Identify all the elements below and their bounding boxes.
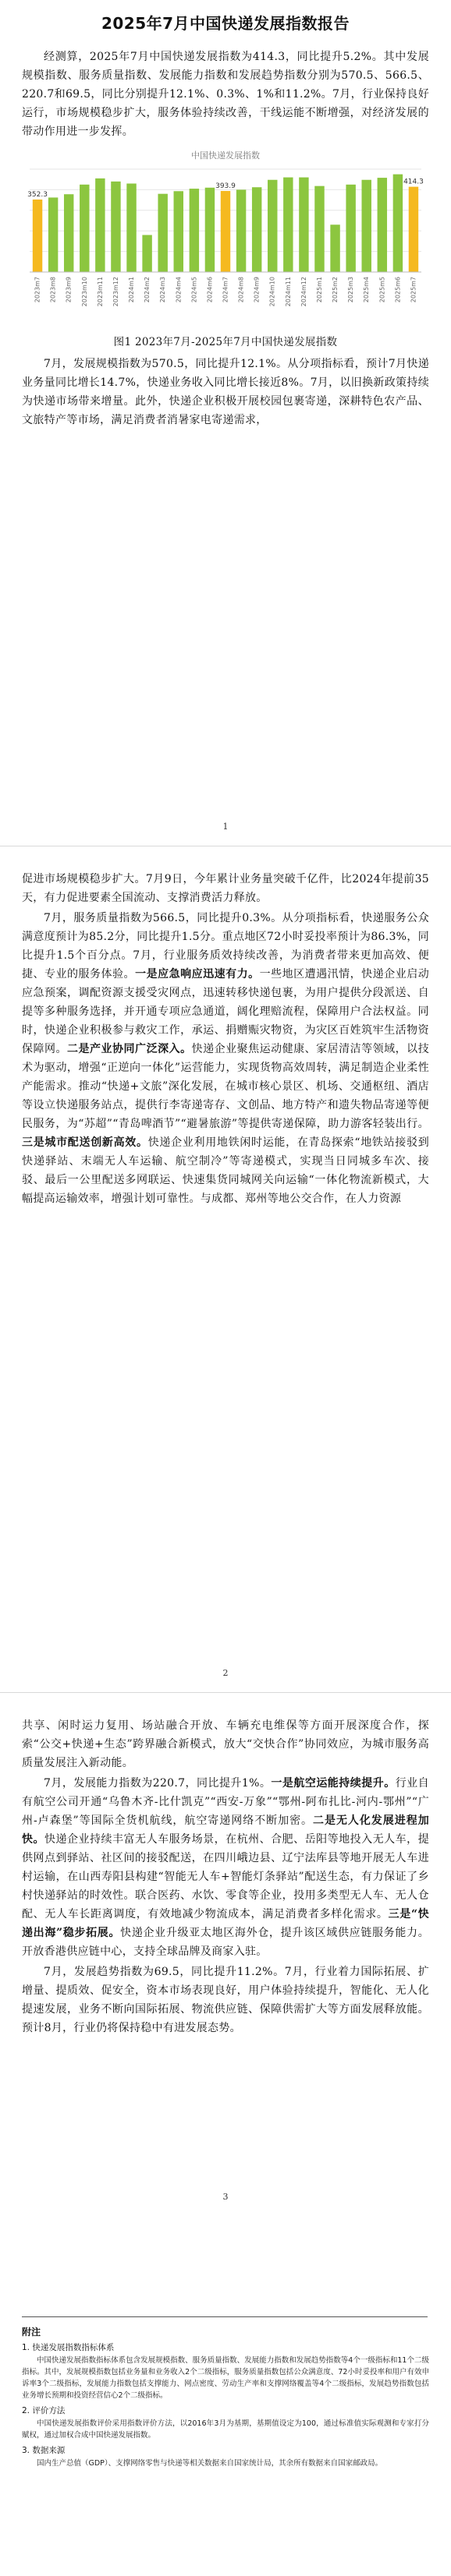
- scale-paragraph: 7月，发展规模指数为570.5，同比提升12.1%。从分项指标看，预计7月快递业务量同比增长14.7%，快递业务收入同比增长接近8%。7月，以旧换新政策持续为快递市场带来增量。此外，快递企业积极开展校园包裹寄递，深耕特色农产品、文旅特产等市场，满足消费者消暑家电寄递需求，: [22, 358, 429, 426]
- x-tick-label: 2025m1: [315, 277, 323, 303]
- x-tick-label: 2025m6: [394, 277, 402, 303]
- text-segment: 快递企业利用地铁闲时运能，在青岛探索“地铁站接驳到快递驿站、末端无人车运输、航空制冷”等寄递模式，实现当日同城多车次、接驳、最后一公里配送多网联运、快速集货同城网关向运输“一体化物流新模式，大幅提高运输效率，增强计划可靠性。与成都、郑州等地公交合作，在人力资源: [22, 1136, 429, 1205]
- x-tick-label: 2025m5: [378, 277, 386, 303]
- x-tick-label: 2024m7: [222, 277, 229, 303]
- data-label: 414.3: [403, 178, 424, 186]
- bar-2024m4: [174, 191, 183, 272]
- highlight-industry: 二是产业协同广泛深入。: [67, 1043, 192, 1055]
- bar-2024m9: [252, 187, 261, 272]
- bar-2024m1: [126, 183, 136, 272]
- bar-2023m9: [64, 194, 73, 272]
- bar-2025m5: [378, 178, 387, 272]
- x-tick-label: 2024m6: [206, 277, 214, 303]
- text-segment: 行业自有航空公司开通“乌鲁木齐-比什凯克”“西安-万象”“鄂州-阿布扎比-河内-鄂州”“广州-卢森堡”等国际全货机航线，航空寄递网络不断加密。: [22, 1777, 429, 1827]
- x-tick-label: 2024m9: [253, 277, 261, 303]
- index-chart: [22, 149, 429, 328]
- report-title: 2025年7月中国快递发展指数报告: [101, 14, 350, 33]
- bar-2023m8: [48, 197, 58, 272]
- bar-2025m4: [362, 180, 371, 272]
- page-number: 2: [222, 1668, 229, 1678]
- highlight-city: 三是城市配送创新高效。: [22, 1136, 148, 1149]
- bar-2024m2: [142, 235, 151, 272]
- x-tick-label: 2023m10: [80, 277, 88, 307]
- x-tick-label: 2025m2: [332, 277, 339, 303]
- x-tick-label: 2023m12: [112, 277, 119, 307]
- page-3: [0, 1692, 451, 2576]
- bar-2023m10: [80, 185, 89, 272]
- x-tick-label: 2024m3: [159, 277, 167, 303]
- chart-title: 中国快递发展指数: [191, 150, 260, 161]
- bar-2025m6: [393, 175, 403, 272]
- capability-paragraph: [22, 1774, 429, 1961]
- text-segment: 7月，服务质量指数为566.5，同比提升0.3%。从分项指标看，快递服务公众满意度预计为85.2分，同比提升1.5分。重点地区72小时妥投率预计为86.3%，同比提升1.5个百分点。7月，行业服务质效持续改善，为消费者带来更加高效、便捷、专业的服务体验。: [22, 912, 429, 981]
- data-label: 352.3: [27, 190, 48, 199]
- data-label: 393.9: [215, 182, 236, 191]
- note-heading: 3. 数据来源: [22, 2446, 66, 2455]
- bar-2023m11: [95, 178, 105, 272]
- bar-2023m12: [111, 182, 120, 272]
- bar-2024m11: [283, 178, 293, 272]
- scale-paragraph-cont: 促进市场规模稳步扩大。7月9日，今年累计业务量突破千亿件，比2024年提前35天，有力促进要素全国流动、支撑消费活力释放。: [22, 873, 429, 904]
- page-number: 3: [222, 2192, 229, 2202]
- x-tick-label: 2024m10: [268, 277, 276, 307]
- bar-2025m1: [314, 186, 324, 272]
- note-heading: 2. 评价方法: [22, 2406, 66, 2415]
- text-segment: 快递企业持续丰富无人车服务场景，在杭州、合肥、岳阳等地投入无人车，提供网点到驿站、社区间的接驳配送，在四川峨边县、辽宁法库县等地开展无人车进村运输，在山西寿阳县构建“智能无人车+智能灯条驿站”配送生态，有力保证了乡村快递驿站的时效性。联合医药、水饮、零食等企业，投用多类型无人车、无人仓配、无人车长距离调度，有效地减少物流成本，满足消费者多样化需求。: [22, 1833, 429, 1921]
- bar-chart-svg: [22, 163, 429, 325]
- note-text: 中国快递发展指数评价采用指数评价方法，以2016年3月为基期，基期值设定为100，通过标准值实际观测和专家打分赋权，通过加权合成中国快递发展指数。: [22, 2419, 429, 2440]
- bar-2025m7: [409, 187, 418, 272]
- text-segment: 一些地区遭遇汛情，快递企业启动应急预案，调配资源支援受灾网点，迅速转移快递包裹，为用户提供分段派送、自提等多种服务选择，并开通专项应急通道，阔化理赔流程，保障用户合法权益。同时，快递企业积极参与救灾工作，承运、捐赠赈灾物资，为灾区百姓筑牢生活物资保障网。: [22, 968, 429, 1055]
- x-tick-label: 2025m3: [347, 277, 355, 303]
- bar-2024m7: [221, 191, 230, 272]
- notes-title: 附注: [22, 2327, 41, 2337]
- x-tick-label: 2024m2: [144, 277, 151, 303]
- note-heading: 1. 快递发展指数指标体系: [22, 2343, 115, 2352]
- bar-2024m6: [205, 188, 215, 272]
- bar-2025m3: [346, 185, 355, 272]
- highlight-emergency: 一是应急响应迅速有力。: [135, 968, 260, 981]
- highlight-unmanned: 二是无人化发展进程加快。: [22, 1815, 430, 1846]
- bar-2024m12: [299, 178, 308, 272]
- bar-2023m7: [33, 200, 42, 272]
- x-tick-label: 2025m7: [410, 276, 417, 303]
- text-segment: 快递企业升级亚太地区海外仓，提升该区域供应链服务能力。开放香港供应链中心，支持全球品牌及商家入驻。: [22, 1927, 429, 1958]
- figure-caption: 图1 2023年7月-2025年7月中国快递发展指数: [113, 336, 338, 348]
- bar-2024m8: [236, 189, 246, 272]
- bar-2024m5: [190, 189, 199, 272]
- quality-paragraph-cont: 共享、闲时运力复用、场站融合开放、车辆充电维保等方面开展深度合作，探索“公交+快递+生态”跨界融合新模式，放大“交快合作”协同效应，为城市服务高质量发展注入新动能。: [22, 1719, 429, 1769]
- x-tick-label: 2023m7: [34, 277, 41, 303]
- highlight-air: 一是航空运能持续提升。: [271, 1777, 396, 1790]
- bar-2024m10: [268, 180, 277, 272]
- x-tick-label: 2024m5: [190, 277, 198, 303]
- note-text: 国内生产总值（GDP）、支撑网络零售与快递等相关数据来自国家统计局，其余所有数据来自国家邮政局。: [37, 2459, 383, 2468]
- page-1: [0, 0, 451, 846]
- x-tick-label: 2023m11: [96, 277, 104, 307]
- x-tick-label: 2024m11: [284, 277, 292, 307]
- highlight-overseas: 三是“快递出海”稳步拓展。: [22, 1908, 429, 1939]
- x-tick-label: 2024m12: [300, 277, 307, 307]
- note-text: 中国快递发展指数指标体系包含发展规模指数、服务质量指数、发展能力指数和发展趋势指数等4个一级指标和11个二级指标。其中，发展规模指数包括业务量和业务收入2个二级指标，服务质量指数包括公众满意度、72小时妥投率和用户有效申诉率3个二级指标，发展能力指数包括支撑能力、网点密度、劳动生产率和支撑网络覆盖等4个二级指标，发展趋势指数包括业务增长预期和投资经营信心2个二级指标。: [22, 2356, 429, 2400]
- x-tick-label: 2023m9: [65, 277, 73, 303]
- notes-divider: [22, 2316, 428, 2317]
- text-segment: 快递企业聚焦运动健康、家居清洁等领域，以技术为驱动，增强“正逆向一体化”运营能力，实现货物高效周转，满足制造企业柔性产能需求。推动“快递+文旅”深化发展，在城市核心景区、机场、交通枢纽、酒店等设立快递服务站点，提供行李寄递寄存、文创品、地方特产和遗失物品寄递等便民服务，为“苏超”“青岛啤酒节”“避暑旅游”等提供寄递保障，助力游客轻装出行。: [22, 1043, 429, 1130]
- page-2: [0, 846, 451, 1692]
- bar-2025m2: [330, 224, 339, 272]
- x-tick-label: 2023m8: [49, 277, 57, 303]
- x-tick-label: 2024m8: [237, 277, 245, 303]
- intro-paragraph: 经测算，2025年7月中国快递发展指数为414.3，同比提升5.2%。其中发展规模指数、服务质量指数、发展能力指数和发展趋势指数分别为570.5、566.5、220.7和69.5，同比分别提升12.1%、0.3%、1%和11.2%。7月，行业保持良好运行，市场规模稳步扩大，服务体验持续改善，干线运能不断增强，对经济发展的带动作用进一步发挥。: [22, 51, 429, 138]
- text-segment: 7月，发展能力指数为220.7，同比提升1%。: [44, 1777, 272, 1790]
- quality-paragraph: [22, 909, 429, 1208]
- bar-2024m3: [158, 194, 167, 272]
- page-number: 1: [222, 822, 229, 832]
- x-tick-label: 2025m4: [363, 277, 371, 303]
- trend-paragraph: 7月，发展趋势指数为69.5，同比提升11.2%。7月，行业着力国际拓展、扩增量、提质效、促安全，资本市场表现良好，用户体验持续提升，智能化、无人化提速发展，业务不断向国际拓展、物流供应链、保障供需扩大等方面发展释放能。预计8月，行业仍将保持稳中有进发展态势。: [22, 1966, 429, 2034]
- x-tick-label: 2024m4: [175, 277, 183, 303]
- x-tick-label: 2024m1: [128, 277, 136, 303]
